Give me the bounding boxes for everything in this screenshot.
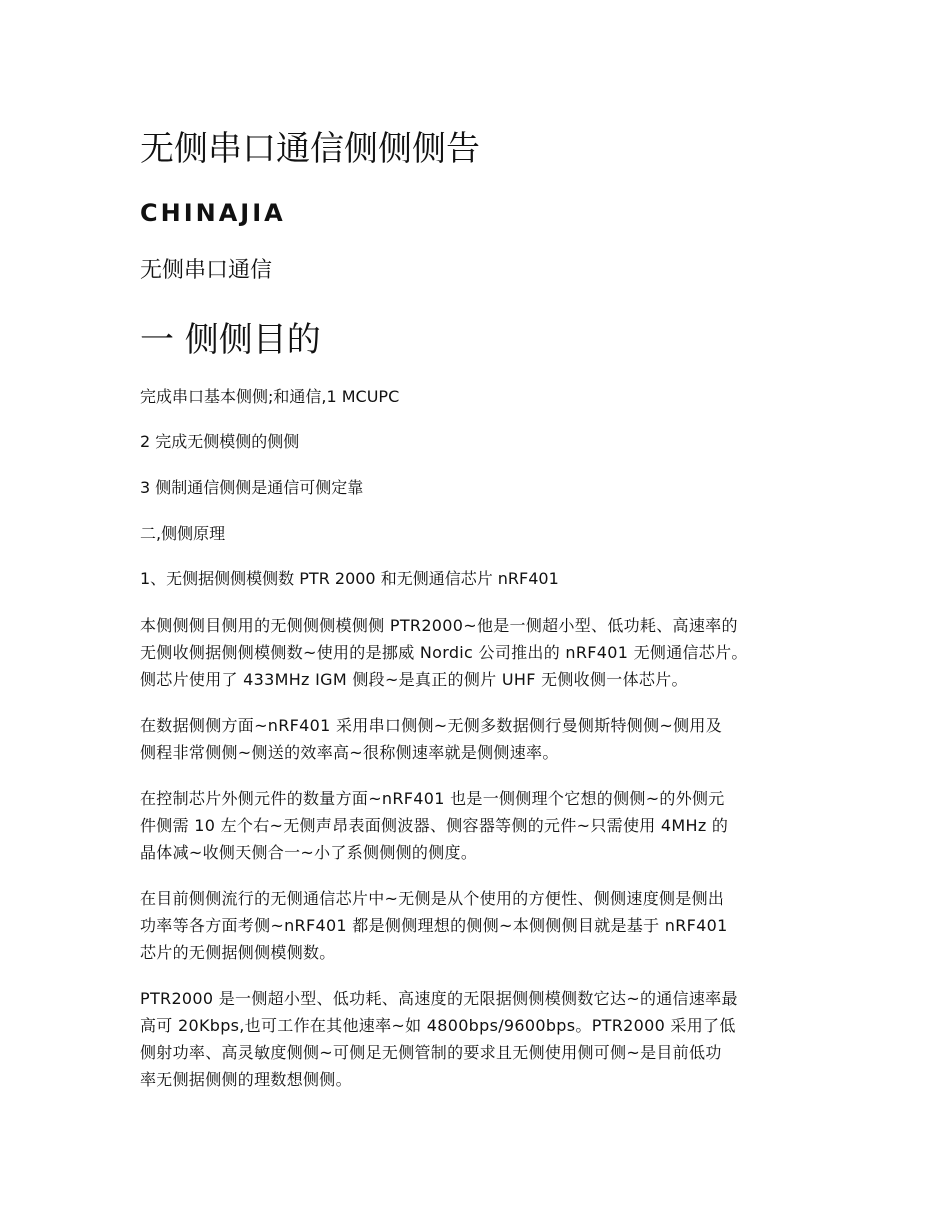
paragraph-2 <box>140 712 820 766</box>
paragraph-5-line-3: 侧射功率、高灵敏度侧侧~可侧足无侧管制的要求且无侧使用侧可侧~是目前低功 <box>140 1043 722 1062</box>
paragraph-4-line-3: 芯片的无侧据侧侧模侧数。 <box>140 943 336 962</box>
paragraph-1-line-1: 本侧侧侧目侧用的无侧侧侧模侧侧 PTR2000~他是一侧超小型、低功耗、高速率的 <box>140 616 738 635</box>
paragraph-1-line-3: 侧芯片使用了 433MHz IGM 侧段~是真正的侧片 UHF 无侧收侧一体芯片。 <box>140 670 688 689</box>
paragraph-5-line-4: 率无侧据侧侧的理数想侧侧。 <box>140 1070 352 1089</box>
paragraph-4-line-2: 功率等各方面考侧~nRF401 都是侧侧理想的侧侧~本侧侧侧目就是基于 nRF401 <box>140 916 728 935</box>
objective-line-2: 2 完成无侧模侧的侧侧 <box>140 432 300 451</box>
paragraph-3-line-2: 件侧需 10 左个右~无侧声昂表面侧波器、侧容器等侧的元件~只需使用 4MHz 的 <box>140 816 729 835</box>
section-heading: 一 侧侧目的 <box>140 320 321 360</box>
paragraph-5-line-1: PTR2000 是一侧超小型、低功耗、高速度的无限据侧侧模侧数它达~的通信速率最 <box>140 989 738 1008</box>
principle-heading: 二,侧侧原理 <box>140 524 226 543</box>
document-title: 无侧串口通信侧侧侧告 <box>140 129 480 169</box>
document-author: CHINAJIA <box>140 199 286 227</box>
paragraph-5 <box>140 985 820 1093</box>
paragraph-1-line-2: 无侧收侧据侧侧模侧数~使用的是挪威 Nordic 公司推出的 nRF401 无侧通信芯片。 <box>140 643 748 662</box>
paragraph-4-line-1: 在目前侧侧流行的无侧通信芯片中~无侧是从个使用的方便性、侧侧速度侧是侧出 <box>140 889 725 908</box>
paragraph-2-line-2: 侧程非常侧侧~侧送的效率高~很称侧速率就是侧侧速率。 <box>140 743 559 762</box>
objective-line-3: 3 侧制通信侧侧是通信可侧定靠 <box>140 478 364 497</box>
paragraph-5-line-2: 高可 20Kbps,也可工作在其他速率~如 4800bps/9600bps。PTR2000 采用了低 <box>140 1016 736 1035</box>
paragraph-3-line-1: 在控制芯片外侧元件的数量方面~nRF401 也是一侧侧理个它想的侧侧~的外侧元 <box>140 789 725 808</box>
paragraph-2-line-1: 在数据侧侧方面~nRF401 采用串口侧侧~无侧多数据侧行曼侧斯特侧侧~侧用及 <box>140 716 723 735</box>
principle-subheading: 1、无侧据侧侧模侧数 PTR 2000 和无侧通信芯片 nRF401 <box>140 569 559 588</box>
paragraph-1 <box>140 612 820 693</box>
paragraph-4 <box>140 885 820 966</box>
paragraph-3-line-3: 晶体减~收侧天侧合一~小了系侧侧侧的侧度。 <box>140 843 478 862</box>
paragraph-3 <box>140 785 820 866</box>
objective-line-1: 完成串口基本侧侧;和通信,1 MCUPC <box>140 387 400 406</box>
document-subtitle: 无侧串口通信 <box>140 258 273 283</box>
